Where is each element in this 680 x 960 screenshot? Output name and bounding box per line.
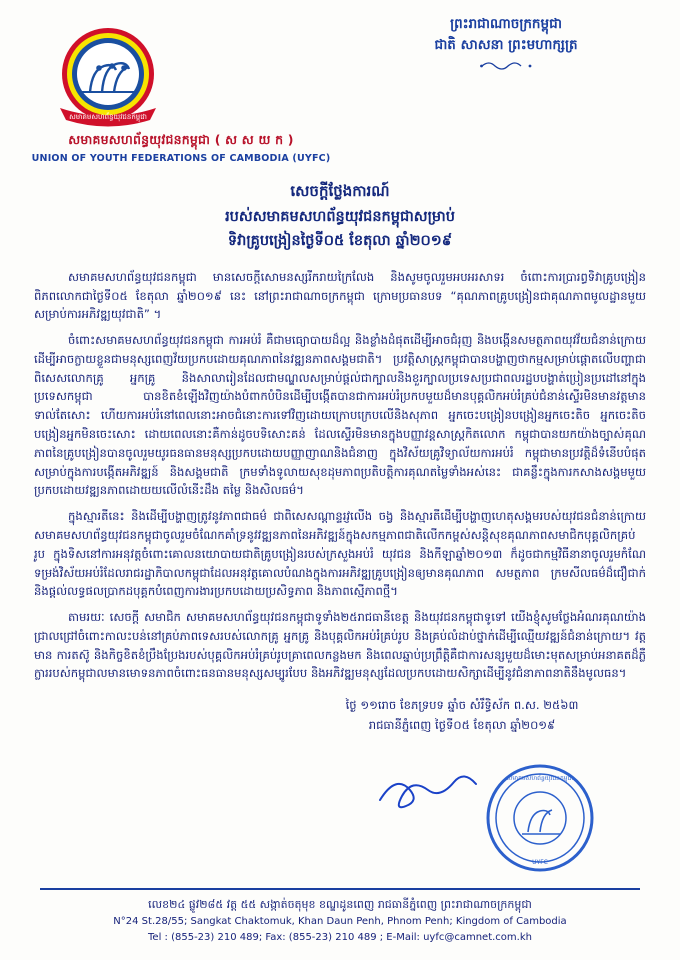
organization-name-kh: សមាគមសហព័ន្ធយុវជនកម្ពុជា ( ស ស យ ក ) xyxy=(68,132,294,147)
title-line-3: ទិវាគ្រូបង្រៀនថ្ងៃទី០៥ ខែតុលា ឆ្នាំ២០១៩ xyxy=(227,233,453,250)
decorative-divider xyxy=(480,61,532,70)
organization-name-block xyxy=(16,132,346,164)
signature-date-kh: ថ្ងៃ ១១រោច ខែភទ្របទ ឆ្នាំច សំរឹទ្ធិស័ក ព.ស. ២៥៦៣ xyxy=(345,698,579,713)
footer-address-kh: លេខ២៤ ផ្លូវ២៨៥ វត្ត ៥៥ សង្កាត់ចតុមុខ ខណ្ឌដូនពេញ រាជធានីភ្នំពេញ ព្រះរាជាណាចក្រកម្ពុជា xyxy=(148,898,532,912)
royal-motto-line1: ព្រះរាជាណាចក្រកម្ពុជា xyxy=(450,16,562,32)
signature-block xyxy=(312,696,612,735)
title-line-2: របស់សមាគមសហព័ន្ធយុវជនកម្ពុជាសម្រាប់ xyxy=(225,208,455,225)
organization-name-en: UNION OF YOUTH FEDERATIONS OF CAMBODIA (UYFC) xyxy=(31,153,331,164)
document-body xyxy=(34,268,646,736)
signature-place-line: រាជធានីភ្នំពេញ ថ្ងៃទី០៥ ខែតុលា ឆ្នាំ២០១៩ xyxy=(368,717,556,732)
svg-text:សមាគមសហព័ន្ធយុវជនកម្ពុជា: សមាគមសហព័ន្ធយុវជនកម្ពុជា xyxy=(506,775,574,782)
document-title xyxy=(0,179,680,254)
uyfc-logo xyxy=(46,22,176,132)
title-line-1: សេចក្តីថ្លែងការណ៍ xyxy=(290,182,390,200)
paragraph-3: ក្នុងស្មារតីនេះ និងដើម្បីបង្ហាញត្រូវនូវភាពជាធម៌ ជាពិសេសណ្តាន្ទរវ្ញលើង ចង្វ និងស្មារតីដើម្បីបង្ហាញហេតុសង្គមរបស់យុវជនជំនាន់ក្រោយ សមាគមសហព័ន្ធយុវជនកម្ពុជាចូលរួមចំណែកគាំទ្រនូវវឌ្ឍនភាពនៃអភិវឌ្ឍន៍ក្នុងសកម្មភាពជាតិលើកកម្ពស់សន្តិសុខគុណភាពសមាជិកបុគ្គលិកគ្រប់រូប ក្នុងទិសនៅការអនុវត្តចំពោះគោលនយោបាយជាតិគ្រូបង្រៀនរបស់ក្រសួងអប់រំ យុវជន និងកីឡាឆ្នាំ២០១៣ ក៏ដូចជាកម្មវិធីនានាចូលរួមកំណែទម្រង់វិស័យអប់រំដែលរាជរដ្ឋាភិបាលកម្ពុជាដែលអនុវត្តគោលបំណងក្នុងការអភិវឌ្ឍគ្រូបង្រៀនឲ្យមានគុណភាព សមត្ថភាព ក្រមសីលធម៌ដ៏ជឿជាក់ និងផ្តល់លទ្ធផលប្រាកដបុគ្គកបំពេញការងារប្រកបដោយប្រសិទ្ធភាព និងភាពស្មើភាពថ្មី។ xyxy=(34,509,646,599)
paragraph-2: ចំពោះសមាគមសហព័ន្ធយុវជនកម្ពុជា ការអប់រំ គឺជាមធ្យោបាយដ៏ល្អ និងខ្លាំងដំផុតដើម្បីអាចជំរុញ និងបង្កើនសមត្ថភាពយុវវ័យជំនាន់ក្រោយដើម្បីអាចក្លាយខ្លួនជាមនុស្សពេញវ័យប្រកបដោយគុណភាពនៃវឌ្ឍនភាពសង្គមជាតិ។ ប្រវត្តិសាស្ត្រកម្ពុជាបានបង្ហាញថាកម្មសម្រាប់ផ្តោតលើបញ្ហាជាពិសេសលោកគ្រូ អ្នកគ្រូ និងសាលារៀនដែលជាមណ្ឌលសម្រាប់ផ្តល់ជាក្បាលនិងខួរក្បាលប្រទេសប្រជាពលរដ្ឋបបង្ហាត់ប្រៀនប្រដៅនៅក្នុងប្រទេសកម្ពុជា បានខិតខំឡើងវិញយ៉ាងបំពាកបំបិនដើម្បីបង្កើតបានជាការអប់រំប្រកបមួយដ៏មានបុគ្គលិកអប់រំគ្រប់ជំនាន់ស្ទើរមិនមានវត្តមានទាល់តែសោះ ហើយការអប់រំនៅពេលនោះអាចជំនោះការទៅវិញដោយក្រោបក្រេបលើនិងសុភាព អ្នកចេះបង្រៀនបង្រៀនអ្នកចេះតិច អ្នកចេះតិចបង្រៀនអ្នកមិនចេះសោះ ដោយពេលនោះគឺកាន់ដូចបទិសោះគន់ ដែលស្ទើរមិនមានក្នុងបញ្ញាវន្តសាស្ត្រកិតលោក កម្ពុជាបានយកយ៉ាងច្បាស់គុណភាពនៃគ្រូបង្រៀនបានចូលរួមយូរធនធានមនុស្សប្រកបដោយបញ្ញាញាណនិងជំនាញ ក្នុងវិស័យគ្រូវិទ្យាល័យការអប់រំ កម្ពុជាមានប្រវត្តិដ៏ទំនើបបំផុតសម្រាប់ក្នុងការបង្កើតអភិវឌ្ឍន៍ និងសង្គមជាតិ ក្រមទាំងទូលាយសុខដុមភាពប្រតិបត្តិការគុណតម្លៃទាំងអស់នេះ ជាគន្លឹះក្នុងការកសាងសង្គមមួយប្រកបដោយវឌ្ឍនភាពដោយយលើលំនើះដឹង តម្លៃ និងសិលធម៌។ xyxy=(34,333,646,498)
paragraph-4: តាមរយៈ សេចក្តី សមាជិក សមាគមសហព័ន្ធយុវជនកម្ពុជាទូទាំង២៥រាជធានីខេត្ត និងយុវជនកម្ពុជាទូទៅ យើងខ្ញុំសូមថ្លែងអំណរគុណយ៉ាងជ្រាលជ្រៅចំពោះកាលះបន់នៅគ្រប់ភាពទេសរបស់លោកគ្រូ អ្នកគ្រូ និងបុគ្គលិកអប់រំគ្រប់រូប និងគ្រប់លំដាប់ថ្នាក់ដើម្បីឈ្មើយវឌ្ឍន៍ជំនាន់ក្រោយ។ វត្តមាន ការតស៊ូ និងកិច្ចខិតខំប្រឹងប្រែងរបស់បុគ្គលិកអប់រំគ្រប់រូបគ្រាពេលកន្លងមក និងពេលឆ្នាប់ប្រព្រឹត្តិគឺជាការសន្សមួយដ៏មោះមុតសម្រាប់អនាគតដ៏ភ្លឺក្លាររបស់កម្ពុជាលមានមោទនភាពចំពោះធនធានមនុស្សសម្បូរបែប និងអភិវឌ្ឍមនុស្សដែលប្រកបដោយសិក្សាដើម្បីនូវជំនាភាពនាតិនឹងមូលធន។ xyxy=(34,610,646,681)
document-footer xyxy=(0,888,680,946)
footer-divider xyxy=(40,888,640,890)
document-header xyxy=(0,0,680,175)
svg-text:សមាគមសហព័ន្ធយុវជនកម្ពុជា: សមាគមសហព័ន្ធយុវជនកម្ពុជា xyxy=(69,113,147,121)
royal-motto-line2: ជាតិ សាសនា ព្រះមហាក្សត្រ xyxy=(434,36,578,53)
official-stamp xyxy=(484,762,596,874)
footer-contact: Tel : (855-23) 210 489; Fax: (855-23) 210 489 ; E-Mail: uyfc@camnet.com.kh xyxy=(148,932,532,943)
paragraph-1: សមាគមសហព័ន្ធយុវជនកម្ពុជា មានសេចក្តីសោមនស្សរីករាយក្រៃលែង និងសូមចូលរួមអបអរសាទរ ចំពោះការប្រារព្ធទិវាគ្រូបង្រៀនពិភពលោកជាថ្ងៃទី០៥ ខែតុលា ឆ្នាំ២០១៩ នេះ នៅព្រះរាជាណាចក្រកម្ពុជា ក្រោមប្រធានបទ “គុណភាពគ្រូបង្រៀនជាគុណភាពមូលដ្ឋានមួយសម្រាប់ការអភិវឌ្ឍយុវជាតិ” ។ xyxy=(34,269,646,322)
royal-motto xyxy=(366,14,646,70)
footer-address-en: N°24 St.28/55; Sangkat Chaktomuk, Khan Daun Penh, Phnom Penh; Kingdom of Cambodia xyxy=(113,916,567,927)
svg-text:UYFC: UYFC xyxy=(532,859,548,866)
